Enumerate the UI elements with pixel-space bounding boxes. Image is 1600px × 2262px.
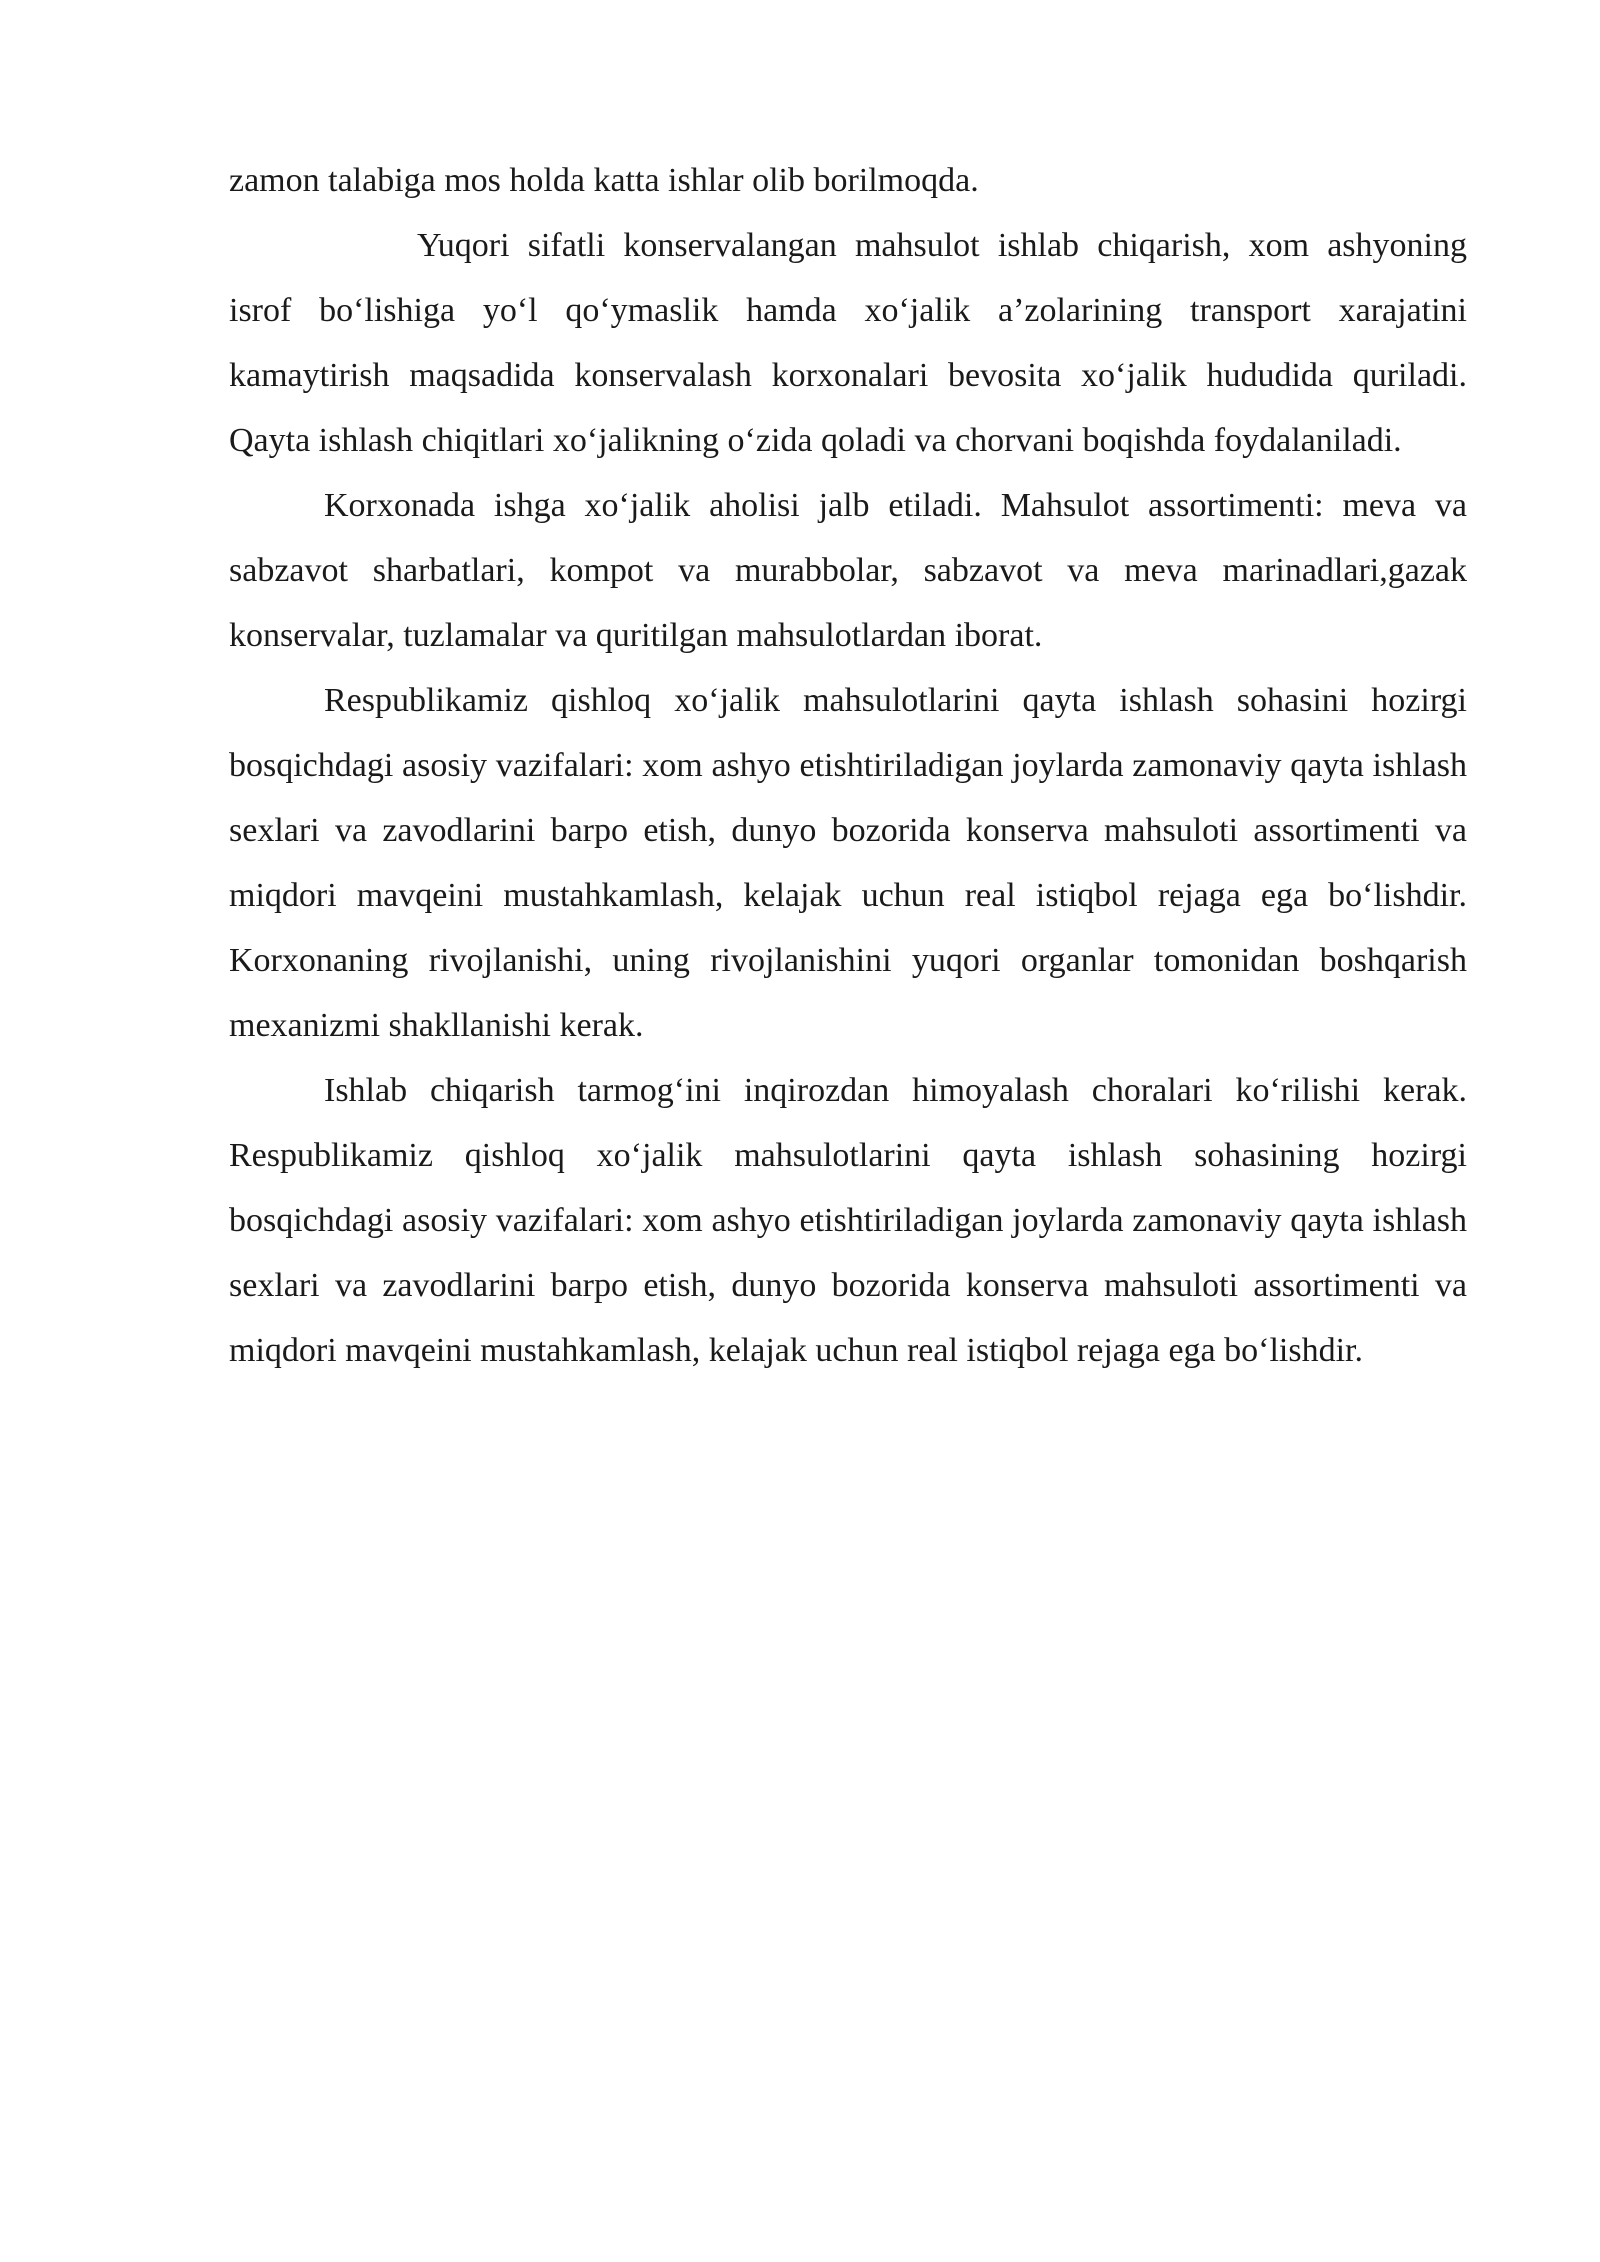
- paragraph-continuation: zamon talabiga mos holda katta ishlar olib borilmoqda.: [229, 162, 979, 199]
- paragraph-crisis-protection: Ishlab chiqarish tarmog‘ini inqirozdan himoyalash choralari ko‘rilishi kerak. Respublikamiz qishloq xo‘jalik mahsulotlarini qayta ishlash sohasining hozirgi bosqichdagi asosiy vazifalari: xom ashyo etishtiriladigan joylarda zamonaviy qayta ishlash sexlari va zavodlarini barpo etish, dunyo bozorida konserva mahsuloti assortimenti va miqdori mavqeini mustahkamlash, kelajak uchun real istiqbol rejaga ega bo‘lishdir.: [229, 1072, 1467, 1369]
- paragraph-quality-production: Yuqori sifatli konservalangan mahsulot ishlab chiqarish, xom ashyoning isrof bo‘lishiga yo‘l qo‘ymaslik hamda xo‘jalik a’zolarining transport xarajatini kamaytirish maqsadida konservalash korxonalari bevosita xo‘jalik hududida quriladi. Qayta ishlash chiqitlari xo‘jalikning o‘zida qoladi va chorvani boqishda foydalaniladi.: [229, 227, 1467, 459]
- paragraph-assortment: Korxonada ishga xo‘jalik aholisi jalb etiladi. Mahsulot assortimenti: meva va sabzavot sharbatlari, kompot va murabbolar, sabzavot va meva marinadlari,gazak konservalar, tuzlamalar va quritilgan mahsulotlardan iborat.: [229, 487, 1467, 654]
- paragraph-tasks: Respublikamiz qishloq xo‘jalik mahsulotlarini qayta ishlash sohasini hozirgi bosqichdagi asosiy vazifalari: xom ashyo etishtiriladigan joylarda zamonaviy qayta ishlash sexlari va zavodlarini barpo etish, dunyo bozorida konserva mahsuloti assortimenti va miqdori mavqeini mustahkamlash, kelajak uchun real istiqbol rejaga ega bo‘lishdir. Korxonaning rivojlanishi, uning rivojlanishini yuqori organlar tomonidan boshqarish mexanizmi shakllanishi kerak.: [229, 682, 1467, 1044]
- document-body: [229, 148, 1467, 1383]
